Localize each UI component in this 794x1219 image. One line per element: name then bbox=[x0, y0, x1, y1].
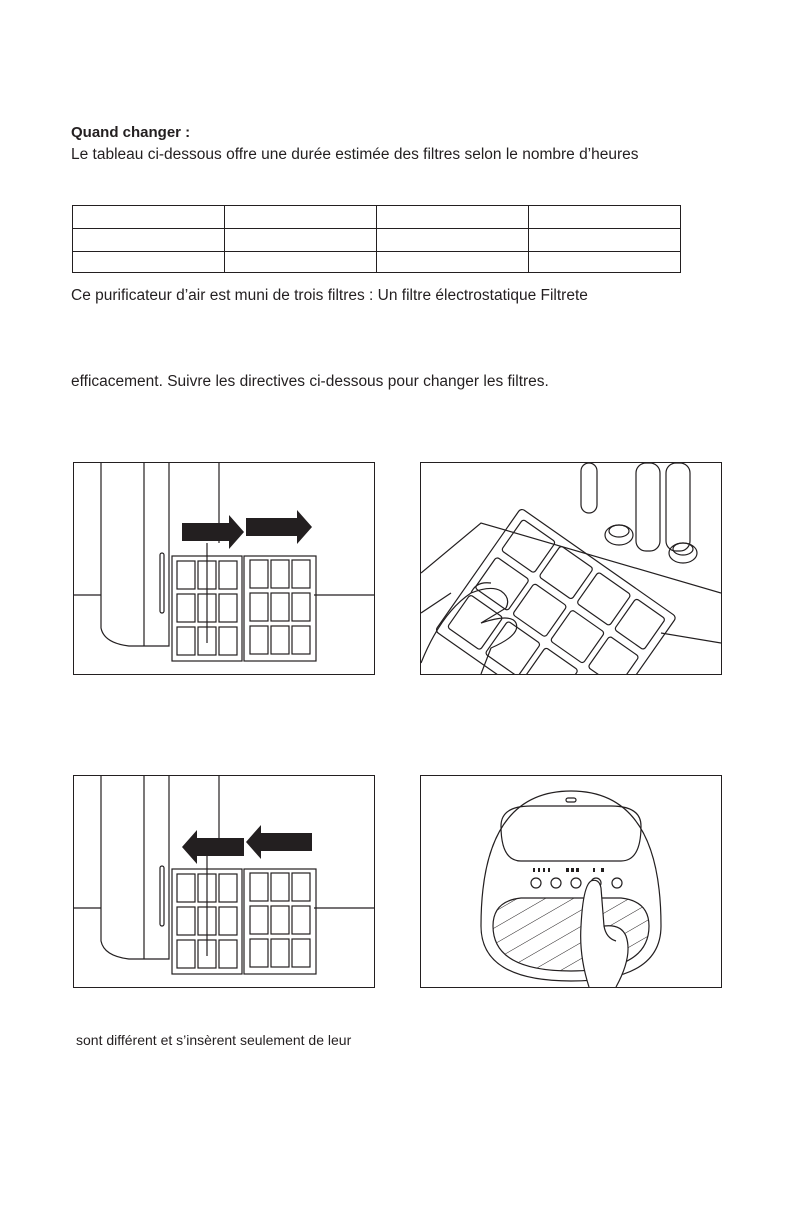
table-cell bbox=[529, 206, 681, 229]
figure-remove-filters bbox=[73, 462, 375, 675]
filters-description: Ce purificateur d’air est muni de trois filtres : Un filtre électrostatique Filtrete bbox=[71, 287, 588, 304]
table-cell bbox=[377, 206, 529, 229]
filter-life-table bbox=[72, 205, 681, 273]
hand-holding-filter-illustration-icon bbox=[421, 463, 721, 674]
table-cell bbox=[225, 206, 377, 229]
table-cell bbox=[529, 229, 681, 252]
table-cell bbox=[225, 252, 377, 273]
figure-hand-filter bbox=[420, 462, 722, 675]
table-cell bbox=[377, 252, 529, 273]
arrow-left-icon bbox=[246, 825, 312, 859]
instructions-intro: efficacement. Suivre les directives ci-dessous pour changer les filtres. bbox=[71, 373, 549, 390]
filter-insertion-illustration-icon bbox=[74, 776, 374, 987]
filters-note: sont différent et s’insèrent seulement de leur bbox=[76, 1032, 352, 1048]
table-row bbox=[73, 229, 681, 252]
table-cell bbox=[73, 229, 225, 252]
table-row bbox=[73, 206, 681, 229]
table-cell bbox=[225, 229, 377, 252]
table-cell bbox=[73, 206, 225, 229]
section-heading: Quand changer : bbox=[71, 124, 191, 141]
arrow-right-icon bbox=[182, 515, 244, 549]
finger-pressing-button-illustration-icon bbox=[421, 776, 721, 987]
figure-insert-filters bbox=[73, 775, 375, 988]
table-cell bbox=[529, 252, 681, 273]
figure-control-panel bbox=[420, 775, 722, 988]
table-cell bbox=[377, 229, 529, 252]
arrow-right-icon bbox=[246, 510, 312, 544]
table-row bbox=[73, 252, 681, 273]
intro-text: Le tableau ci-dessous offre une durée estimée des filtres selon le nombre d’heures bbox=[71, 146, 639, 163]
filter-removal-illustration-icon bbox=[74, 463, 374, 674]
table-cell bbox=[73, 252, 225, 273]
arrow-left-icon bbox=[182, 830, 244, 864]
